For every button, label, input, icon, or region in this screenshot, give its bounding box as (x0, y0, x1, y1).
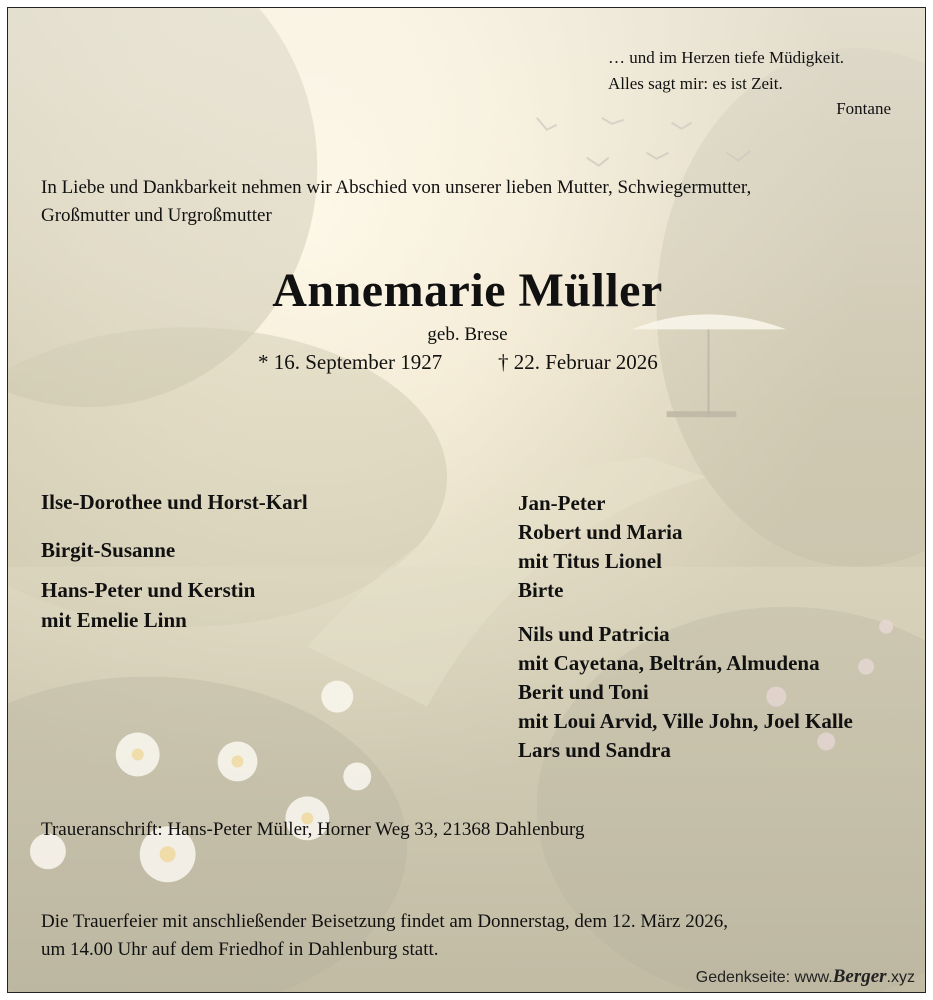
intro-line-1: In Liebe und Dankbarkeit nehmen wir Abschied von unserer lieben Mutter, Schwiegermutter, (41, 177, 752, 198)
memorial-page-prefix: Gedenkseite: www. (695, 969, 833, 986)
family-member: Berit und Toni (518, 680, 649, 704)
family-member: Birgit-Susanne (41, 538, 176, 562)
family-member: mit Emelie Linn (41, 608, 187, 632)
family-member: mit Cayetana, Beltrán, Almudena (518, 651, 820, 675)
brand-logo: Berger (832, 966, 887, 987)
family-member: Hans-Peter und Kerstin (41, 578, 256, 602)
deceased-name: Annemarie Müller (272, 264, 663, 317)
service-line-1: Die Trauerfeier mit anschließender Beisetzung findet am Donnerstag, dem 12. März 2026, (41, 911, 728, 932)
family-member: mit Loui Arvid, Ville John, Joel Kalle (518, 709, 853, 733)
service-line-2: um 14.00 Uhr auf dem Friedhof in Dahlenburg statt. (41, 939, 439, 960)
maiden-name: geb. Brese (427, 324, 508, 345)
family-member: Nils und Patricia (518, 622, 670, 646)
family-member: Jan-Peter (518, 491, 606, 515)
obituary-notice (7, 7, 926, 993)
death-date: † 22. Februar 2026 (498, 350, 658, 374)
family-member: mit Titus Lionel (518, 549, 662, 573)
family-member: Robert und Maria (518, 520, 683, 544)
family-member: Birte (518, 578, 564, 602)
quote-line-1: … und im Herzen tiefe Müdigkeit. (608, 48, 845, 67)
family-member: Ilse-Dorothee und Horst-Karl (41, 490, 308, 514)
quote-author: Fontane (836, 99, 891, 118)
memorial-page-suffix: .xyz (886, 969, 915, 986)
memorial-page-link[interactable] (696, 966, 915, 988)
quote-line-2: Alles sagt mir: es ist Zeit. (608, 74, 783, 93)
birth-date: * 16. September 1927 (258, 350, 443, 374)
mourning-address: Traueranschrift: Hans-Peter Müller, Horner Weg 33, 21368 Dahlenburg (41, 819, 585, 840)
family-member: Lars und Sandra (518, 738, 671, 762)
intro-line-2: Großmutter und Urgroßmutter (41, 205, 272, 226)
